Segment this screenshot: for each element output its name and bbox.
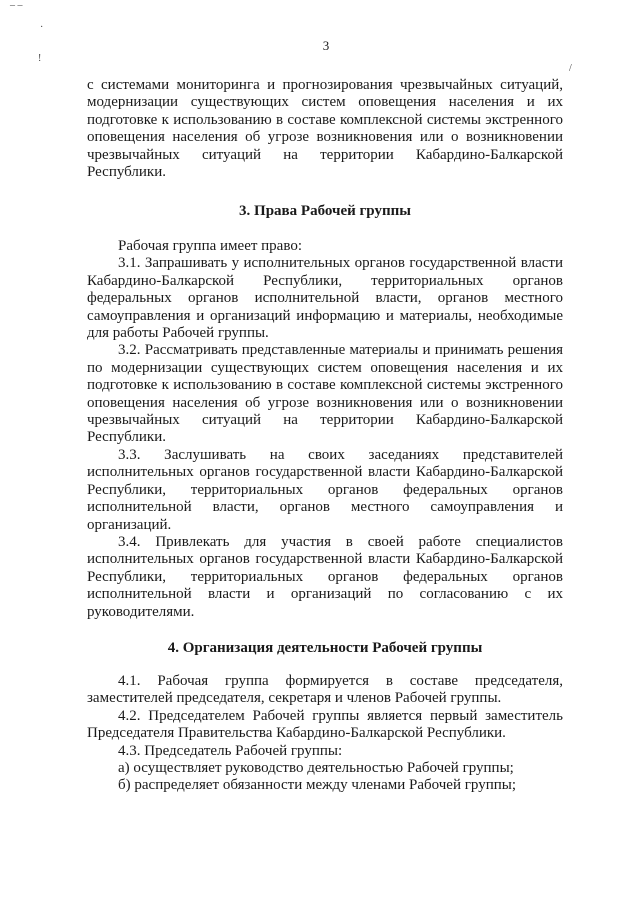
section-4-item-1: 4.1. Рабочая группа формируется в составе председателя, заместителей председателя, секретаря и членов Рабочей группы. — [87, 673, 563, 707]
section-4-item-4: а) осуществляет руководство деятельностью Рабочей группы; — [118, 760, 514, 777]
scan-mark-left-small: · — [40, 22, 44, 33]
section-3-item-2: 3.2. Рассматривать представленные материалы и принимать решения по модернизации существующих систем оповещения населения и их подготовке к использованию в составе комплексной системы экстренного оповещения населения об угрозе возникновения или о возникновении чрезвычайных ситуаций на территории Кабардино-Балкарской Республики. — [87, 342, 563, 446]
scan-mark-right-tick: / — [569, 63, 572, 74]
page-number: 3 — [322, 38, 330, 53]
intro-block — [87, 77, 563, 181]
section-3-item-1: 3.1. Запрашивать у исполнительных органов государственной власти Кабардино-Балкарской Республики, территориальных органов федеральных органов исполнительной власти, органов местного самоуправления и организаций информацию и материалы, необходимые для работы Рабочей группы. — [87, 255, 563, 342]
section-4-body — [87, 673, 563, 795]
section-4-item-3: 4.3. Председатель Рабочей группы: — [118, 742, 343, 759]
section-3-body — [87, 238, 563, 621]
section-4-heading: 4. Организация деятельности Рабочей группы — [167, 640, 483, 656]
section-3-item-3: 3.3. Заслушивать на своих заседаниях представителей исполнительных органов государственной власти Кабардино-Балкарской Республики, территориальных органов федеральных органов исполнительной власти, органов местного самоуправления и организаций. — [87, 446, 563, 533]
scan-mark-top-left: – – — [10, 0, 23, 11]
section-3-heading: 3. Права Рабочей группы — [239, 203, 411, 219]
scan-mark-left-dot: ǃ — [38, 53, 42, 64]
section-3-lead: Рабочая группа имеет право: — [118, 238, 302, 254]
section-3-item-4: 3.4. Привлекать для участия в своей работе специалистов исполнительных органов государственной власти Кабардино-Балкарской Республики, территориальных органов федеральных органов исполнительной власти и организаций по согласованию с их руководителями. — [87, 533, 563, 620]
intro-paragraph: с системами мониторинга и прогнозирования чрезвычайных ситуаций, модернизации существующих систем оповещения населения и их подготовке к использованию в составе комплексной системы экстренного оповещения населения об угрозе возникновения или о возникновении чрезвычайных ситуаций на территории Кабардино-Балкарской Республики. — [87, 77, 563, 181]
section-4-item-2: 4.2. Председателем Рабочей группы является первый заместитель Председателя Правительства Кабардино-Балкарской Республики. — [87, 707, 563, 742]
section-4-item-5: б) распределяет обязанности между членами Рабочей группы; — [118, 777, 516, 794]
